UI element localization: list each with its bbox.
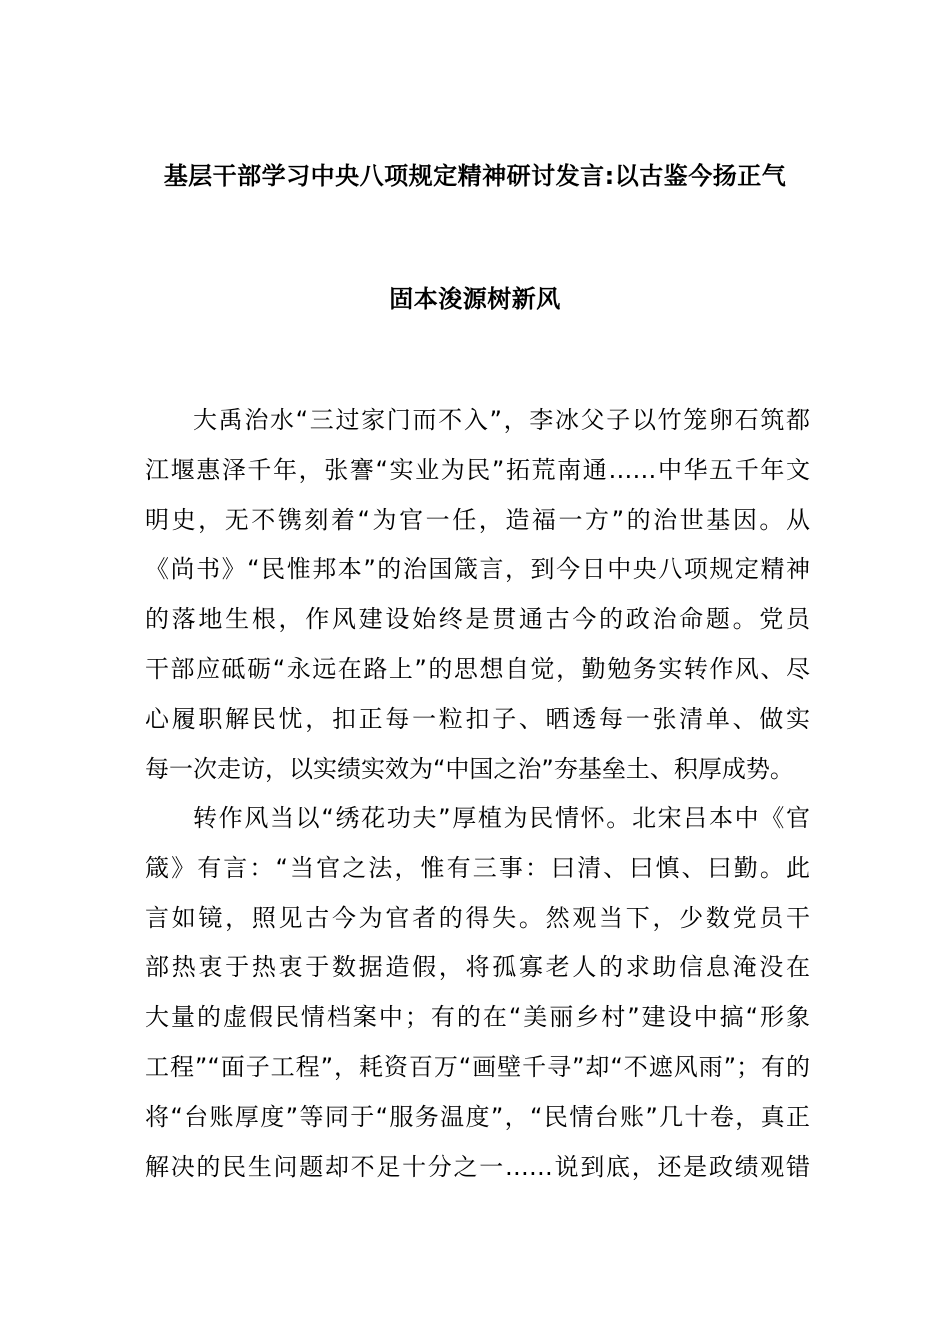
- paragraph-line: 将“台账厚度”等同于“服务温度”，“民情台账”几十卷，真正: [145, 1102, 810, 1131]
- paragraph-line: 言如镜，照见古今为官者的得失。然观当下，少数党员干: [145, 903, 810, 932]
- document-subtitle: 固本浚源树新风: [389, 285, 561, 313]
- paragraph-1: [145, 396, 810, 794]
- paragraph-line: 部热衷于热衷于数据造假，将孤寡老人的求助信息淹没在: [145, 953, 810, 982]
- paragraph-line: 心履职解民忧，扣正每一粒扣子、晒透每一张清单、做实: [145, 704, 810, 733]
- paragraph-line: 箴》有言：“当官之法，惟有三事：曰清、曰慎、曰勤。此: [145, 853, 810, 882]
- paragraph-2: [145, 794, 810, 1192]
- paragraph-line: 工程”“面子工程”，耗资百万“画壁千寻”却“不遮风雨”；有的: [145, 1052, 810, 1081]
- paragraph-line: 的落地生根，作风建设始终是贯通古今的政治命题。党员: [145, 605, 810, 634]
- paragraph-line: 每一次走访，以实绩实效为“中国之治”夯基垒土、积厚成势。: [145, 754, 794, 783]
- paragraph-line: 大禹治水“三过家门而不入”，李冰父子以竹笼卵石筑都: [193, 406, 810, 434]
- paragraph-line: 《尚书》“民惟邦本”的治国箴言，到今日中央八项规定精神: [145, 555, 810, 584]
- paragraph-line: 转作风当以“绣花功夫”厚植为民情怀。北宋吕本中《官: [193, 804, 810, 832]
- paragraph-line: 江堰惠泽千年，张謇“实业为民”拓荒南通……中华五千年文: [145, 455, 810, 484]
- paragraph-line: 大量的虚假民情档案中；有的在“美丽乡村”建设中搞“形象: [145, 1003, 810, 1032]
- paragraph-line: 干部应砥砺“永远在路上”的思想自觉，勤勉务实转作风、尽: [145, 654, 810, 683]
- paragraph-line: 解决的民生问题却不足十分之一……说到底，还是政绩观错: [145, 1152, 810, 1181]
- paragraph-line: 明史，无不镌刻着“为官一任，造福一方”的治世基因。从: [145, 505, 810, 534]
- document-title: 基层干部学习中央八项规定精神研讨发言:以古鉴今扬正气: [163, 162, 787, 190]
